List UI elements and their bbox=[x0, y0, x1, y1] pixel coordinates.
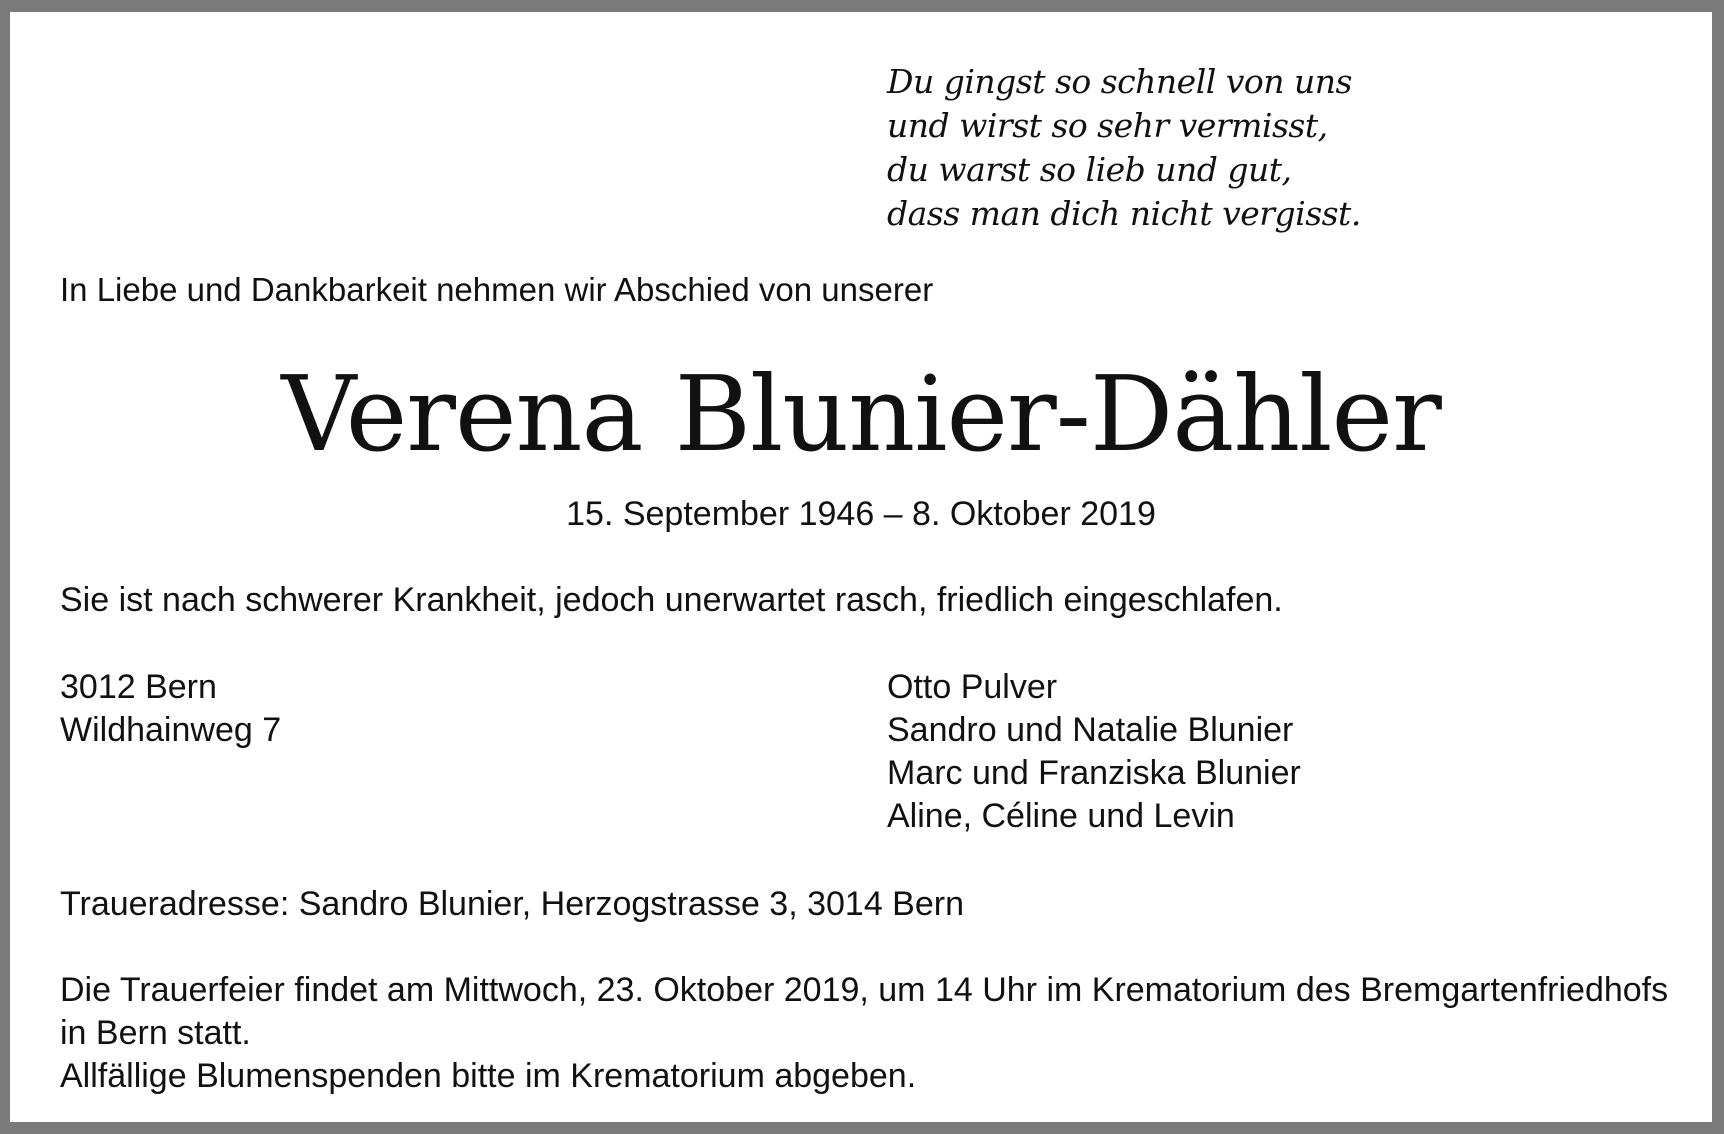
obituary-notice bbox=[10, 12, 1712, 1122]
verse-line: du warst so lieb und gut, bbox=[887, 150, 1292, 189]
family-members bbox=[887, 666, 1301, 838]
address-city: 3012 Bern bbox=[60, 668, 217, 706]
family-member: Aline, Céline und Levin bbox=[887, 797, 1235, 835]
family-member: Marc und Franziska Blunier bbox=[887, 754, 1301, 792]
ceremony-line: Die Trauerfeier findet am Mittwoch, 23. Oktober 2019, um 14 Uhr im Krematorium des Bremgartenfriedhofs bbox=[60, 971, 1669, 1009]
mourning-address: Traueradresse: Sandro Blunier, Herzogstrasse 3, 3014 Bern bbox=[60, 885, 965, 923]
verse-line: Du gingst so schnell von uns bbox=[887, 62, 1352, 101]
death-statement: Sie ist nach schwerer Krankheit, jedoch unerwartet rasch, friedlich eingeschlafen. bbox=[60, 581, 1283, 619]
address-street: Wildhainweg 7 bbox=[60, 711, 282, 749]
verse-line: dass man dich nicht vergisst. bbox=[887, 194, 1361, 233]
family-member: Sandro und Natalie Blunier bbox=[887, 711, 1294, 749]
deceased-name: Verena Blunier-Dähler bbox=[281, 353, 1441, 475]
deceased-address bbox=[60, 666, 281, 752]
ceremony-line: Allfällige Blumenspenden bitte im Krematorium abgeben. bbox=[60, 1057, 917, 1095]
family-member: Otto Pulver bbox=[887, 668, 1058, 706]
ceremony-line: in Bern statt. bbox=[60, 1014, 251, 1052]
intro-text: In Liebe und Dankbarkeit nehmen wir Abschied von unserer bbox=[60, 271, 934, 308]
verse-line: und wirst so sehr vermisst, bbox=[887, 106, 1328, 145]
memorial-verse bbox=[887, 60, 1361, 236]
ceremony-info bbox=[60, 969, 1668, 1098]
life-dates: 15. September 1946 – 8. Oktober 2019 bbox=[566, 495, 1156, 533]
